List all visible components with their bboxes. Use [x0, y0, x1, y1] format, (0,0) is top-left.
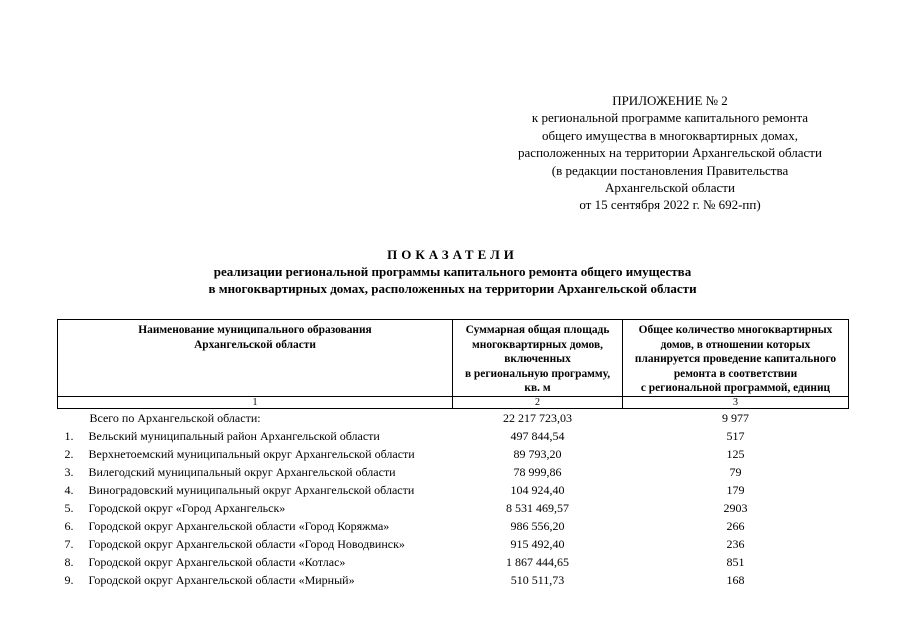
header-municipality	[58, 320, 453, 397]
area-cell: 104 924,40	[510, 482, 565, 497]
area-cell: 510 511,73	[510, 572, 565, 587]
count-cell: 851	[726, 554, 745, 569]
table-row	[58, 499, 849, 517]
header-line: Наименование муниципального образования	[138, 324, 372, 336]
row-index: 6.	[64, 518, 74, 533]
appendix-line: расположенных на территории Архангельской области	[518, 145, 822, 161]
row-index: 1.	[64, 428, 74, 443]
table-row	[58, 463, 849, 481]
table-row	[58, 571, 849, 589]
count-cell: 2903	[723, 500, 748, 515]
municipality-cell	[58, 517, 453, 535]
municipality-name: Городской округ Архангельской области «Город Новодвинск»	[88, 536, 405, 551]
count-cell: 517	[726, 428, 745, 443]
row-index: 8.	[64, 554, 74, 569]
header-line: включенных	[504, 353, 571, 366]
area-cell: 89 793,20	[513, 446, 562, 461]
title-subtitle-line: реализации региональной программы капитального ремонта общего имущества	[213, 264, 692, 279]
table-row	[58, 553, 849, 571]
area-cell: 915 492,40	[510, 536, 565, 551]
header-line: Архангельской области	[194, 338, 316, 351]
municipality-name: Городской округ Архангельской области «Мирный»	[88, 572, 355, 587]
municipality-name: Виноградовский муниципальный округ Архангельской области	[88, 482, 415, 497]
municipality-name: Городской округ «Город Архангельск»	[88, 500, 286, 515]
count-cell: 179	[726, 482, 745, 497]
total-count: 9 977	[722, 410, 749, 425]
municipality-cell	[58, 535, 453, 553]
appendix-line: от 15 сентября 2022 г. № 692-пп)	[579, 197, 761, 213]
municipality-cell	[58, 553, 453, 571]
header-line: Суммарная общая площадь	[465, 324, 610, 336]
column-number: 2	[453, 396, 623, 408]
appendix-line: к региональной программе капитального ремонта	[531, 110, 809, 126]
total-label: Всего по Архангельской области:	[89, 410, 261, 425]
title-main: ПОКАЗАТЕЛИ	[387, 247, 518, 262]
municipality-name: Вельский муниципальный район Архангельской области	[88, 428, 380, 443]
count-cell: 236	[726, 536, 745, 551]
row-index: 3.	[64, 464, 74, 479]
header-count	[623, 320, 849, 397]
table-row	[58, 427, 849, 445]
table-header-row	[58, 320, 849, 397]
municipality-cell	[58, 499, 453, 517]
header-line: ремонта в соответствии	[673, 367, 798, 380]
appendix-line: общего имущества в многоквартирных домах,	[542, 127, 798, 143]
row-index: 2.	[64, 446, 74, 461]
total-row	[58, 408, 849, 427]
area-cell: 497 844,54	[510, 428, 565, 443]
count-cell: 79	[729, 464, 742, 479]
municipality-name: Верхнетоемский муниципальный округ Архангельской области	[88, 446, 415, 461]
count-cell: 266	[726, 518, 745, 533]
header-area	[453, 320, 623, 397]
appendix-block	[470, 92, 870, 214]
appendix-line: (в редакции постановления Правительства	[551, 162, 789, 178]
column-number-row	[58, 396, 849, 408]
municipality-name: Вилегодский муниципальный округ Архангельской области	[88, 464, 396, 479]
row-index: 7.	[64, 536, 74, 551]
row-index: 4.	[64, 482, 74, 497]
header-line: кв. м	[524, 382, 551, 395]
indicators-table	[57, 319, 849, 589]
header-line: с региональной программой, единиц	[640, 382, 831, 395]
total-area: 22 217 723,03	[503, 410, 572, 425]
area-cell: 8 531 469,57	[506, 500, 569, 515]
header-line: планируется проведение капитального	[634, 353, 837, 366]
row-index: 5.	[64, 500, 74, 515]
column-number: 1	[58, 396, 453, 408]
header-line: многоквартирных домов,	[472, 338, 603, 351]
municipality-cell	[58, 427, 453, 445]
table-row	[58, 517, 849, 535]
municipality-cell	[58, 481, 453, 499]
table-body	[58, 427, 849, 589]
count-cell: 125	[726, 446, 745, 461]
header-line: в региональную программу,	[464, 367, 611, 380]
municipality-name: Городской округ Архангельской области «Город Коряжма»	[88, 518, 390, 533]
table-row	[58, 535, 849, 553]
appendix-line: ПРИЛОЖЕНИЕ № 2	[612, 93, 728, 108]
municipality-name: Городской округ Архангельской области «Котлас»	[88, 554, 346, 569]
document-title	[0, 246, 905, 297]
column-number: 3	[623, 396, 849, 408]
area-cell: 1 867 444,65	[506, 554, 569, 569]
table-row	[58, 445, 849, 463]
municipality-cell	[58, 571, 453, 589]
municipality-cell	[58, 463, 453, 481]
header-line: Общее количество многоквартирных	[638, 324, 833, 336]
area-cell: 986 556,20	[510, 518, 565, 533]
header-line: домов, в отношении которых	[660, 338, 811, 351]
row-index: 9.	[64, 572, 74, 587]
appendix-line: Архангельской области	[605, 180, 735, 196]
title-subtitle-line: в многоквартирных домах, расположенных на территории Архангельской области	[208, 281, 697, 296]
area-cell: 78 999,86	[513, 464, 562, 479]
municipality-cell	[58, 445, 453, 463]
table-row	[58, 481, 849, 499]
count-cell: 168	[726, 572, 745, 587]
